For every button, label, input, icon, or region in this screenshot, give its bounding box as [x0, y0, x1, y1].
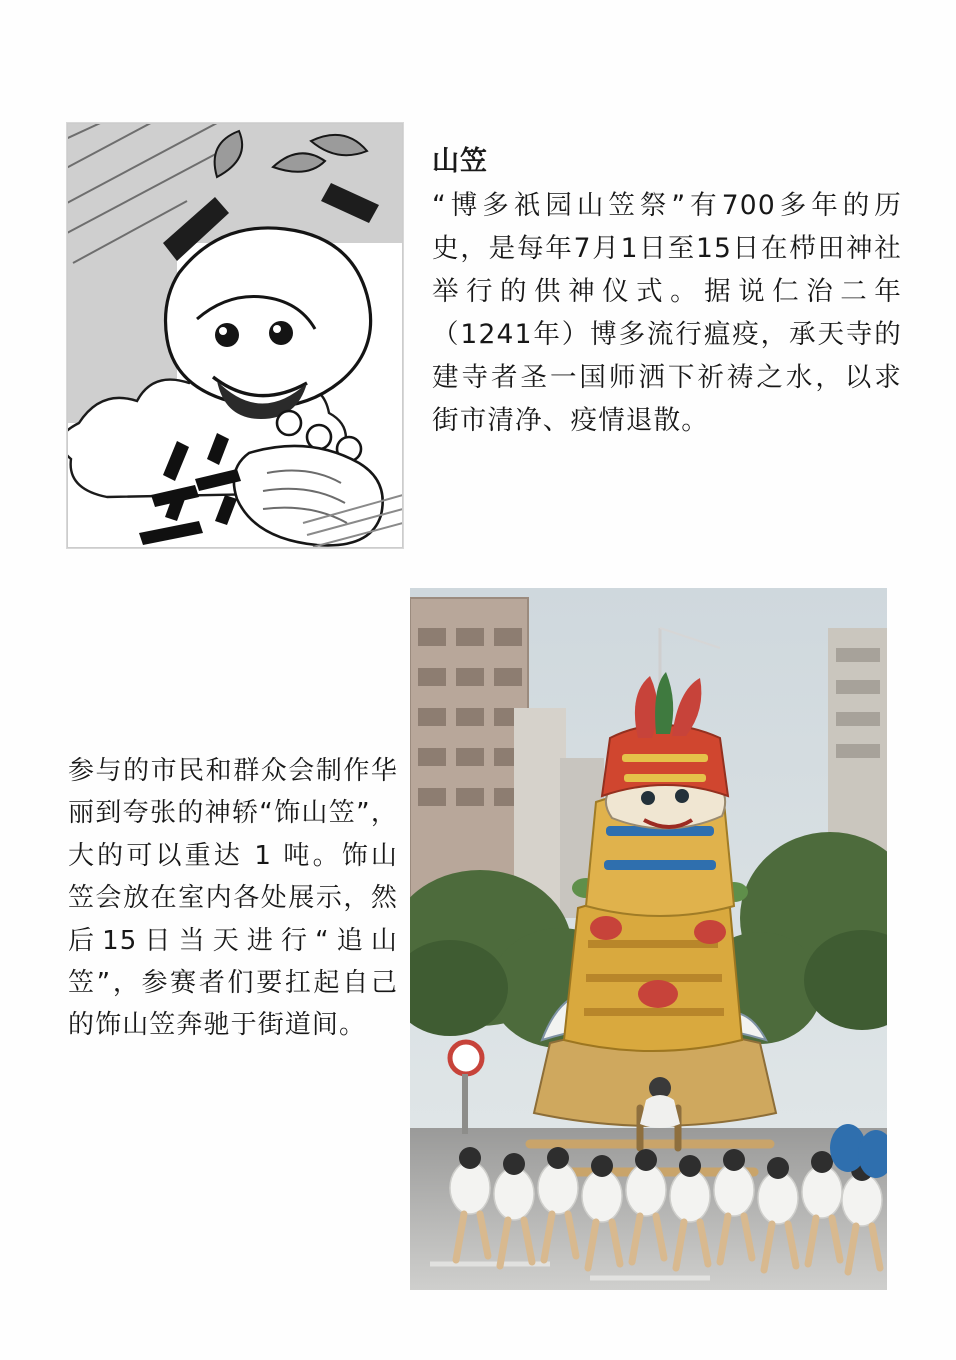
- bottom-body-text: 参与的市民和群众会制作华丽到夸张的神轿“饰山笠”，大的可以重达 1 吨。饰山笠会放在室内各处展示，然后15日当天进行“追山笠”，参赛者们要扛起自己的饰山笠奔驰于街道间。: [68, 756, 398, 1041]
- festival-photo: [410, 588, 887, 1290]
- top-body-text: “博多祇园山笠祭”有700多年的历史，是每年7月1日至15日在栉田神社举行的供神仪式。据说仁治二年（1241年）博多流行瘟疫，承天寺的建寺者圣一国师洒下祈祷之水，以求街市清净、疫情退散。: [432, 190, 902, 436]
- top-text-block: [432, 148, 902, 443]
- manga-illustration: [66, 122, 404, 549]
- manga-illustration-graphic: [67, 123, 403, 548]
- festival-photo-graphic: [410, 588, 887, 1290]
- bottom-text-block: [68, 750, 398, 1047]
- section-heading: 山笠: [432, 146, 488, 177]
- manga-illustration-alt: [67, 548, 68, 549]
